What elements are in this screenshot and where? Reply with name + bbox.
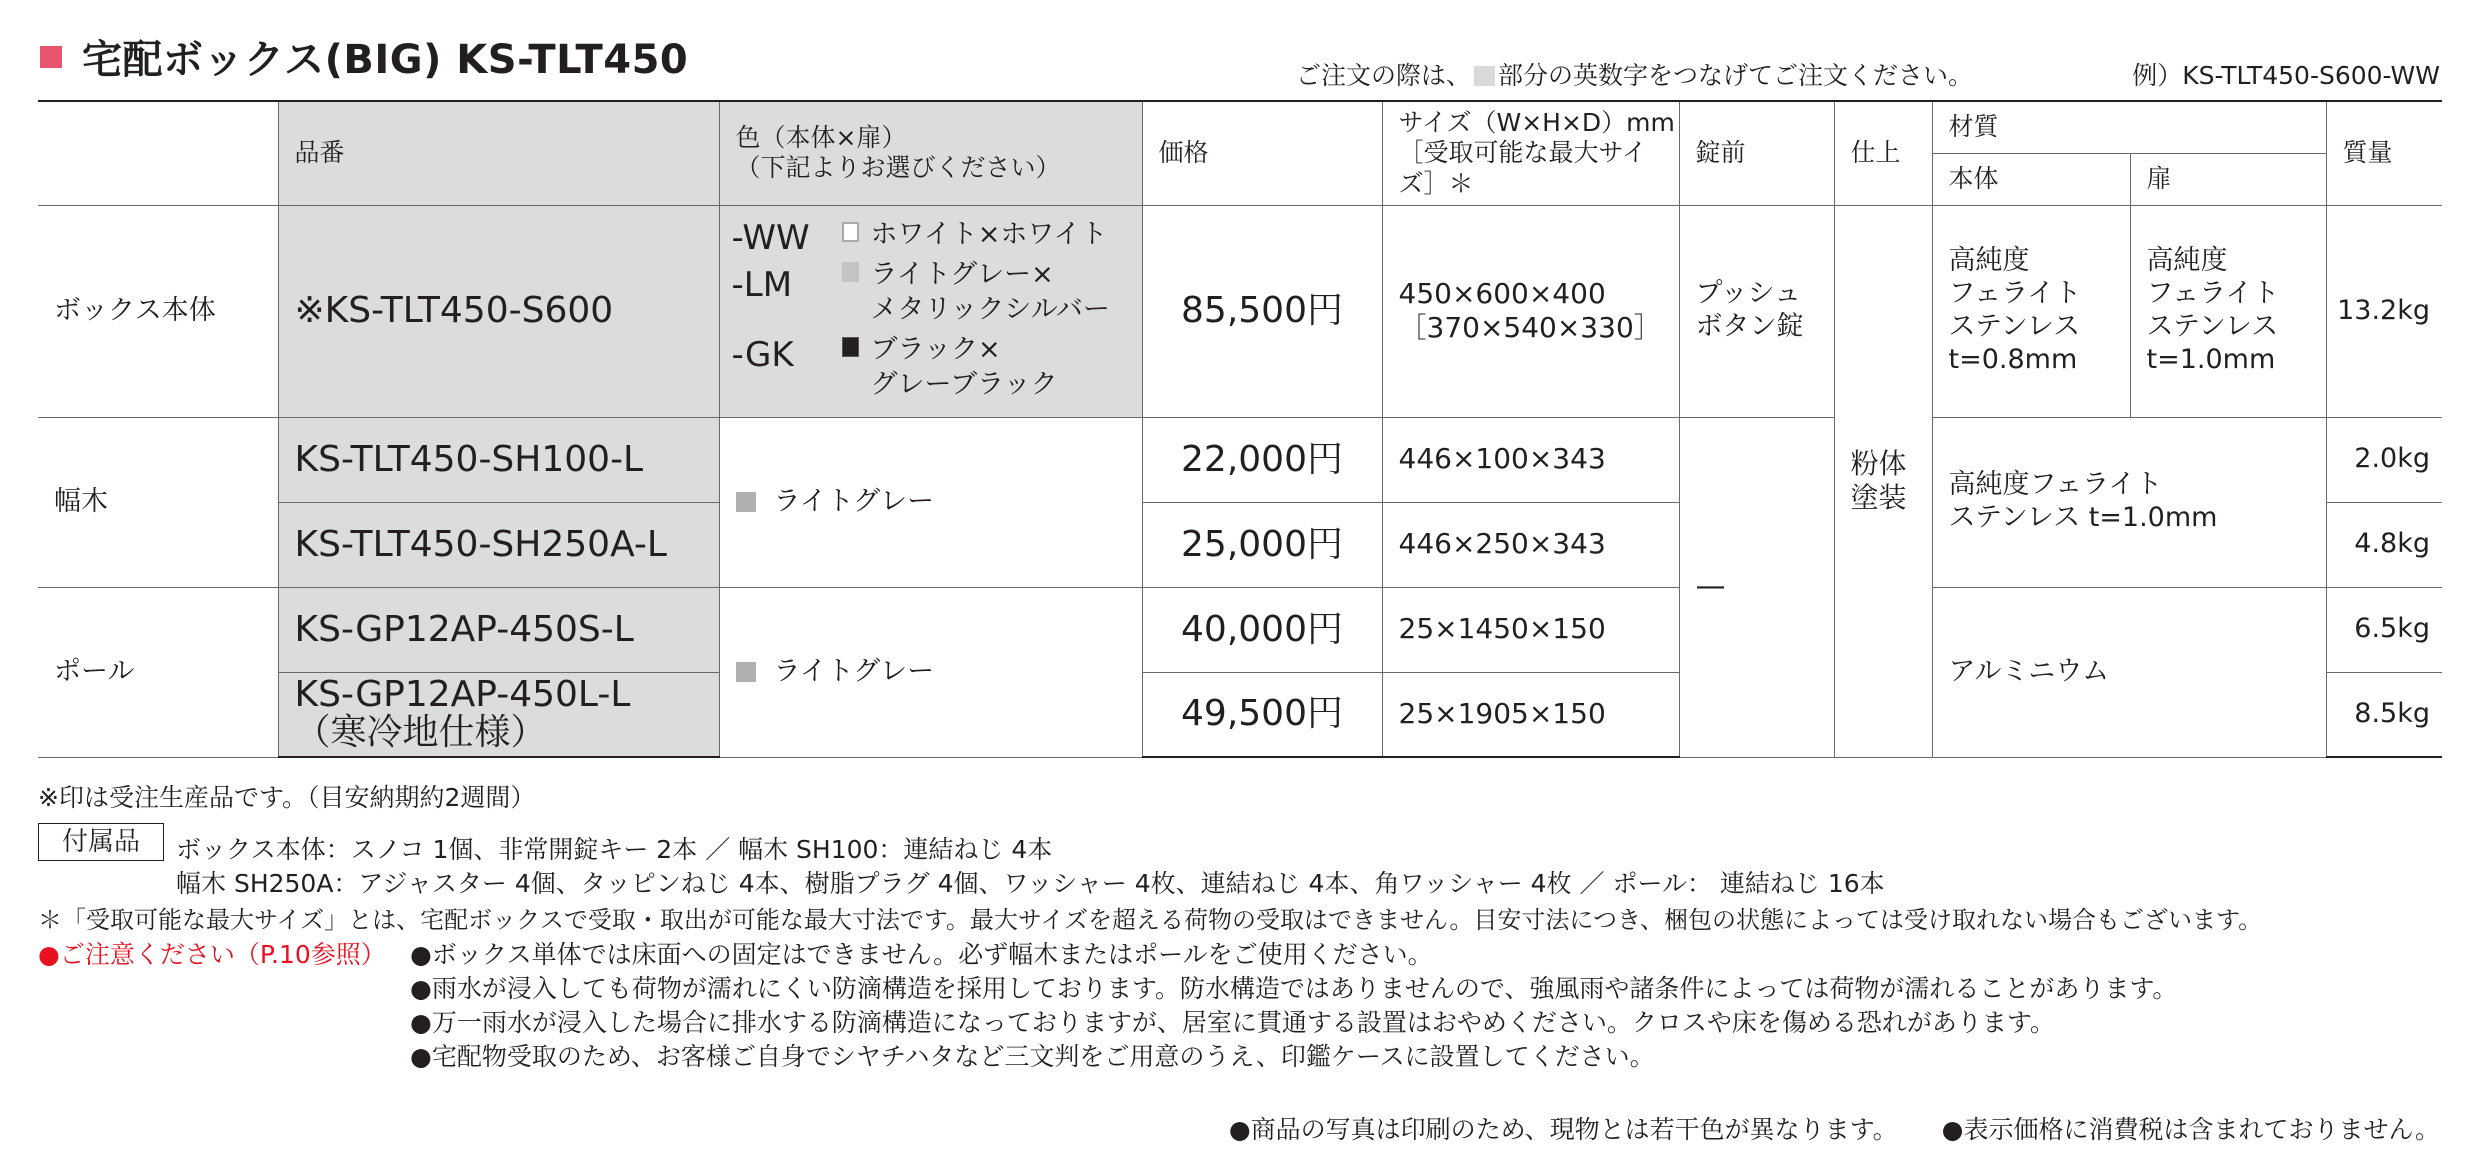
header-size-line1: サイズ（W×H×D）mm	[1398, 107, 1675, 137]
caution-label: ●ご注意ください（P.10参照）	[38, 940, 386, 969]
color-pole	[719, 587, 1142, 757]
category-pole: ポール	[38, 587, 278, 757]
color-name-ww: ホワイト×ホワイト	[870, 218, 1108, 250]
model-box: ※KS-TLT450-S600	[278, 205, 719, 417]
color-name-gk: ブラック× グレーブラック	[870, 334, 1058, 401]
title-marker	[40, 46, 62, 68]
color-code-gk: -GK	[731, 334, 794, 375]
table-row-pole-1	[38, 587, 2442, 672]
header-category	[38, 101, 278, 205]
finish-cell: 粉体 塗装	[1834, 205, 1932, 757]
size-box	[1382, 205, 1679, 417]
white-swatch-icon	[842, 222, 859, 242]
size-pole-2: 25×1905×150	[1382, 672, 1679, 757]
spec-table	[38, 100, 2442, 758]
header-size-line2: ［受取可能な最大サイズ］＊	[1398, 138, 1647, 198]
header-color-line2: （下記よりお選びください）	[735, 153, 1061, 183]
max-size-note: ＊「受取可能な最大サイズ」とは、宅配ボックスで受取・取出が可能な最大寸法です。最大サイズを超える荷物の受取はできません。目安寸法につき、梱包の状態によっては受け取れない場合もございます。	[38, 906, 2263, 934]
color-name-lm: ライトグレー× メタリックシルバー	[870, 258, 1110, 325]
header-color-line1: 色（本体×扉）	[735, 122, 907, 152]
model-pole-2-code: KS-GP12AP-450L-L	[294, 674, 631, 716]
caution-4: ●宅配物受取のため、お客様ご自身でシヤチハタなど三文判をご用意のうえ、印鑑ケースに設置してください。	[410, 1042, 1655, 1071]
category-box: ボックス本体	[38, 205, 278, 417]
material-pole: アルミニウム	[1932, 587, 2326, 757]
accessory-line-1: ボックス本体：スノコ 1個、非常開錠キー 2本 ／ 幅木 SH100：連結ねじ 4本	[176, 835, 1053, 864]
accessory-line-2: 幅木 SH250A：アジャスター 4個、タッピンねじ 4本、樹脂プラグ 4個、ワッシャー 4枚、連結ねじ 4本、角ワッシャー 4枚 ／ ポール： 連結ねじ 16本	[176, 869, 1885, 898]
color-options-box	[719, 205, 1142, 417]
page-title: 宅配ボックス(BIG) KS-TLT450	[82, 37, 689, 83]
mass-box: 13.2kg	[2326, 205, 2442, 417]
color-code-ww: -WW	[731, 217, 810, 258]
size-baseboard-1: 446×100×343	[1382, 417, 1679, 502]
header-finish: 仕上	[1834, 101, 1932, 205]
gray-square-marker	[1474, 66, 1495, 86]
header-price: 価格	[1142, 101, 1382, 205]
price-baseboard-1: 22,000円	[1142, 417, 1382, 502]
color-codes	[732, 215, 842, 407]
color-code-lm: -LM	[731, 265, 793, 306]
price-pole-2: 49,500円	[1142, 672, 1382, 757]
black-swatch-icon	[842, 337, 859, 357]
page-title-row	[40, 28, 688, 85]
header-color	[719, 101, 1142, 205]
header-material: 材質	[1932, 101, 2326, 153]
footer-note-tax: ●表示価格に消費税は含まれておりません。	[1941, 1115, 2440, 1144]
accessory-label: 付属品	[38, 823, 164, 861]
header-lock: 錠前	[1679, 101, 1834, 205]
mass-baseboard-1: 2.0kg	[2326, 417, 2442, 502]
model-baseboard-2: KS-TLT450-SH250A-L	[278, 502, 719, 587]
size-pole-1: 25×1450×150	[1382, 587, 1679, 672]
caution-1: ●ボックス単体では床面への固定はできません。必ず幅木またはポールをご使用ください。	[410, 940, 1433, 969]
color-baseboard	[719, 417, 1142, 587]
light-gray-swatch-icon	[736, 662, 756, 682]
header-material-body: 本体	[1932, 153, 2130, 205]
header-size	[1382, 101, 1679, 205]
size-baseboard-2: 446×250×343	[1382, 502, 1679, 587]
material-body-box: 高純度 フェライト ステンレス t=0.8mm	[1932, 205, 2130, 417]
price-pole-1: 40,000円	[1142, 587, 1382, 672]
footer-notes	[1229, 1110, 2440, 1146]
model-pole-2-sub: （寒冷地仕様）	[294, 712, 547, 754]
price-baseboard-2: 25,000円	[1142, 502, 1382, 587]
price-box: 85,500円	[1142, 205, 1382, 417]
table-row-box	[38, 205, 2442, 417]
footer-note-photo: ●商品の写真は印刷のため、現物とは若干色が異なります。	[1228, 1115, 1898, 1144]
model-pole-1: KS-GP12AP-450S-L	[278, 587, 719, 672]
light-gray-swatch-icon	[736, 492, 756, 512]
light-gray-swatch-icon	[842, 262, 859, 282]
mass-baseboard-2: 4.8kg	[2326, 502, 2442, 587]
model-baseboard-1: KS-TLT450-SH100-L	[278, 417, 719, 502]
lock-box: プッシュ ボタン錠	[1679, 205, 1834, 417]
lock-dash: —	[1679, 417, 1834, 757]
order-instruction	[1296, 56, 1973, 92]
mass-pole-2: 8.5kg	[2326, 672, 2442, 757]
caution-2: ●雨水が浸入しても荷物が濡れにくい防滴構造を採用しております。防水構造ではありませんので、強風雨や諸条件によっては荷物が濡れることがあります。	[410, 974, 2178, 1003]
order-note-before: ご注文の際は、	[1296, 61, 1472, 90]
order-note-after: 部分の英数字をつなげてご注文ください。	[1498, 61, 1974, 90]
material-baseboard: 高純度フェライト ステンレス t=1.0mm	[1932, 417, 2326, 587]
category-baseboard: 幅木	[38, 417, 278, 587]
caution-3: ●万一雨水が浸入した場合に排水する防滴構造になっておりますが、居室に貫通する設置はおやめください。クロスや床を傷める恐れがあります。	[410, 1008, 2055, 1037]
color-names	[842, 215, 1110, 407]
mass-pole-1: 6.5kg	[2326, 587, 2442, 672]
size-box-outer: 450×600×400	[1398, 276, 1606, 310]
order-example: 例）KS-TLT450-S600-WW	[2132, 61, 2440, 90]
header-mass: 質量	[2326, 101, 2442, 205]
color-name-baseboard: ライトグレー	[773, 485, 935, 517]
made-to-order-note: ※印は受注生産品です。（目安納期約2週間）	[38, 783, 536, 812]
header-model: 品番	[278, 101, 719, 205]
model-pole-2	[278, 672, 719, 757]
color-name-pole: ライトグレー	[773, 655, 935, 687]
material-door-box: 高純度 フェライト ステンレス t=1.0mm	[2130, 205, 2326, 417]
table-row-baseboard-1	[38, 417, 2442, 502]
header-material-door: 扉	[2130, 153, 2326, 205]
size-box-max: ［370×540×330］	[1398, 311, 1662, 344]
